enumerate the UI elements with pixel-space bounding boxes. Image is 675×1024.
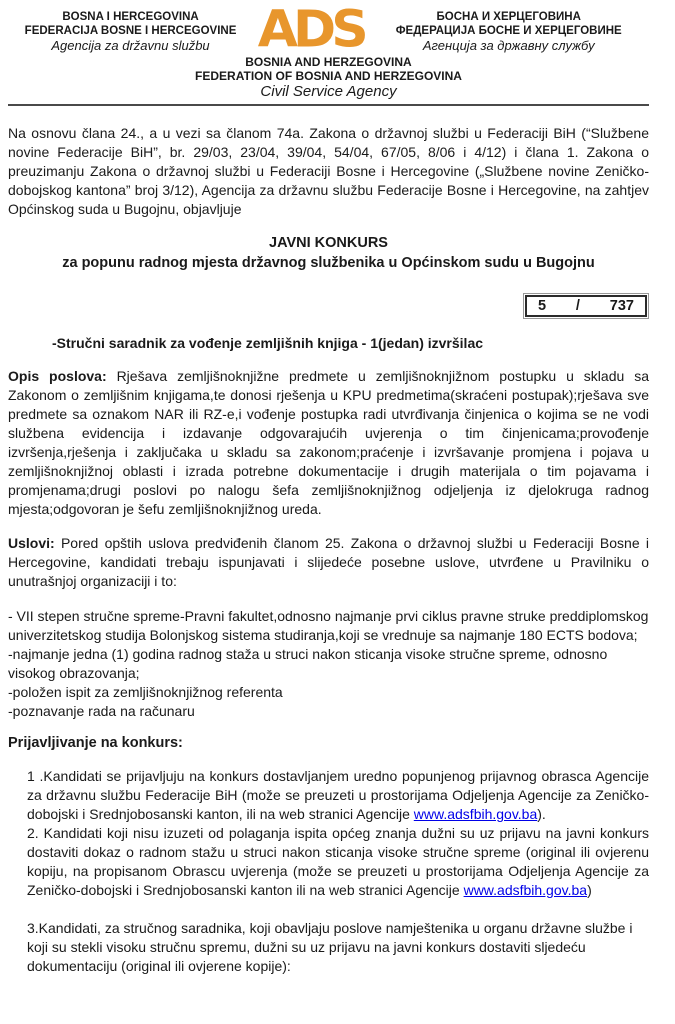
condition-item-computer: -poznavanje rada na računaru: [8, 703, 195, 719]
conditions-text: Pored opštih uslova predviđenih članom 25. Zakona o državnoj službi u Federaciji Bosne i Hercegovine, kandidati trebaju ispunjavati i slijedeće posebne uslove, utvrđene u Pravilniku o unutrašnjoj organizaciji i to:: [8, 535, 649, 589]
application-heading: Prijavljivanje na konkurs:: [8, 735, 183, 751]
job-description-paragraph: [8, 367, 649, 519]
letterhead-center-agency: Civil Service Agency: [260, 83, 397, 100]
application-item-1-text: 1 .Kandidati se prijavljuju na konkurs dostavljanjem uredno popunjenog prijavnog obrasca Agencije za državnu službu Federacije BiH (može se preuzeti u prostorijama Odjeljenja Agencije za Zeničko-dobojski i Srednjobosanski kanton, ili na web stranici Agencije: [27, 768, 649, 822]
position-title: -Stručni saradnik za vođenje zemljišnih knjiga - 1(jedan) izvršilac: [52, 335, 484, 351]
conditions-paragraph: [8, 534, 649, 591]
letterhead-right-block: [368, 6, 649, 54]
application-item-2-text: 2. Kandidati koji nisu izuzeti od polaganja ispita općeg znanja dužni su uz prijavu na javni konkurs dostaviti dokaz o radnom stažu u struci nakon sticanja visoke stručne spreme (original ili ovjerenu kopiju, na propisanom Obrascu uvjerenja (može se preuzeti u prostorijama Odjeljenja Agencije za Zeničko-dobojski i Srednjobosanski kanton ili na web stranici Agencije: [27, 825, 649, 898]
application-item-2-suffix: ): [587, 882, 592, 898]
condition-item-experience: -najmanje jedna (1) godina radnog staža u struci nakon sticanja visoke stručne spreme, odnosno visokog obrazovanja;: [8, 646, 608, 681]
condition-item-exam: -položen ispit za zemljišnoknjižnog referenta: [8, 684, 283, 700]
application-item-1-suffix: ).: [537, 806, 546, 822]
letterhead-left-agency: Agencija za državnu službu: [51, 38, 210, 53]
reference-number: 5: [538, 298, 547, 314]
letterhead-right-federation: ФЕДЕРАЦИЈА БОСНЕ И ХЕРЦЕГОВИНЕ: [395, 25, 622, 37]
conditions-label: Uslovi:: [8, 535, 55, 551]
letterhead: [8, 0, 649, 106]
letterhead-right-country: БОСНА И ХЕРЦЕГОВИНА: [436, 11, 581, 23]
job-description-text: Rješava zemljišnoknjižne predmete u zemljišnoknjižnom postupku u skladu sa Zakonom o zemljišnim knjigama,te donosi rješenja u KPU predmetima(skraćeni postupak);rješava sve predmete sa oznakom NAR ili RZ-e,i vođenje postupka radi utvrđivanja činjenica o kojima se ne vodi službena evidencija i izdavanje odgovarajućih uvjerenja o tim činjenicama;provođenje izvršenja,rješenja i zaključaka u skladu sa zakonom;praćenje i izvršavanje promjena i pojava u zemljišnoknjižnoj oblasti i izrada potrebne dokumentacije i drugih materijala o tim pojavama i promjenama;drugi poslovi po nalogu šefa zemljišnoknjižnog odjeljenja iz djelokruga radnog mjesta;odgovoran je šefu zemljišnoknjižnog ureda.: [8, 368, 649, 517]
letterhead-center-country: BOSNIA AND HERZEGOVINA: [245, 55, 412, 69]
reference-separator: /: [575, 298, 580, 314]
letterhead-left-block: [8, 6, 253, 54]
announcement-subtitle: za popunu radnog mjesta državnog službenika u Općinskom sudu u Bugojnu: [62, 255, 595, 271]
announcement-title-block: [8, 233, 649, 273]
letterhead-center-block: [8, 55, 649, 101]
application-item-1: [27, 767, 649, 824]
reference-number-box: [523, 293, 649, 319]
agency-website-link-2[interactable]: www.adsfbih.gov.ba: [463, 882, 588, 898]
letterhead-center-federation: FEDERATION OF BOSNIA AND HERZEGOVINA: [195, 69, 462, 83]
letterhead-right-agency: Агенција за државну службу: [422, 38, 595, 53]
conditions-list: [8, 607, 649, 721]
announcement-title: JAVNI KONKURS: [269, 235, 388, 251]
letterhead-left-federation: FEDERACIJA BOSNE I HERCEGOVINE: [24, 25, 237, 37]
reference-number-row: [8, 293, 649, 319]
header-divider: [8, 104, 649, 106]
job-description-label: Opis poslova:: [8, 368, 107, 384]
application-item-3: 3.Kandidati, za stručnog saradnika, koji obavljaju poslove namještenika u organu državne službe i koji su stekli visoku stručnu spremu, dužni su uz prijavu na javni konkurs dostaviti sljedeću dokumentaciju (original ili ovjerene kopije):: [27, 920, 633, 974]
letterhead-left-country: BOSNA I HERCEGOVINA: [62, 11, 199, 23]
condition-item-education: - VII stepen stručne spreme-Pravni fakultet,odnosno najmanje prvi ciklus pravne struke preddiplomskog univerzitetskog studija Bolonjskog sistema studiranja,koji se vrednuje sa najmanje 180 ECTS bodova;: [8, 608, 649, 643]
agency-website-link-1[interactable]: www.adsfbih.gov.ba: [413, 806, 538, 822]
application-item-2: [27, 824, 649, 900]
ads-logo-text: ADS: [257, 0, 364, 60]
reference-total: 737: [609, 298, 634, 314]
intro-paragraph: Na osnovu člana 24., a u vezi sa članom 74a. Zakona o državnoj službi u Federaciji BiH (“Službene novine Federacije BiH”, br. 29/03, 23/04, 39/04, 54/04, 67/05, 8/06 i 4/12) i člana 1. Zakona o preuzimanju Zakona o državnoj službi u Federaciji Bosne i Hercegovine („Službene novine Zeničko-dobojskog kantona” broj 3/12), Agencija za državnu službu Federacije Bosne i Hercegovine, na zahtjev Općinskog suda u Bugojnu, objavljuje: [8, 125, 649, 217]
ads-logo: [253, 0, 368, 60]
